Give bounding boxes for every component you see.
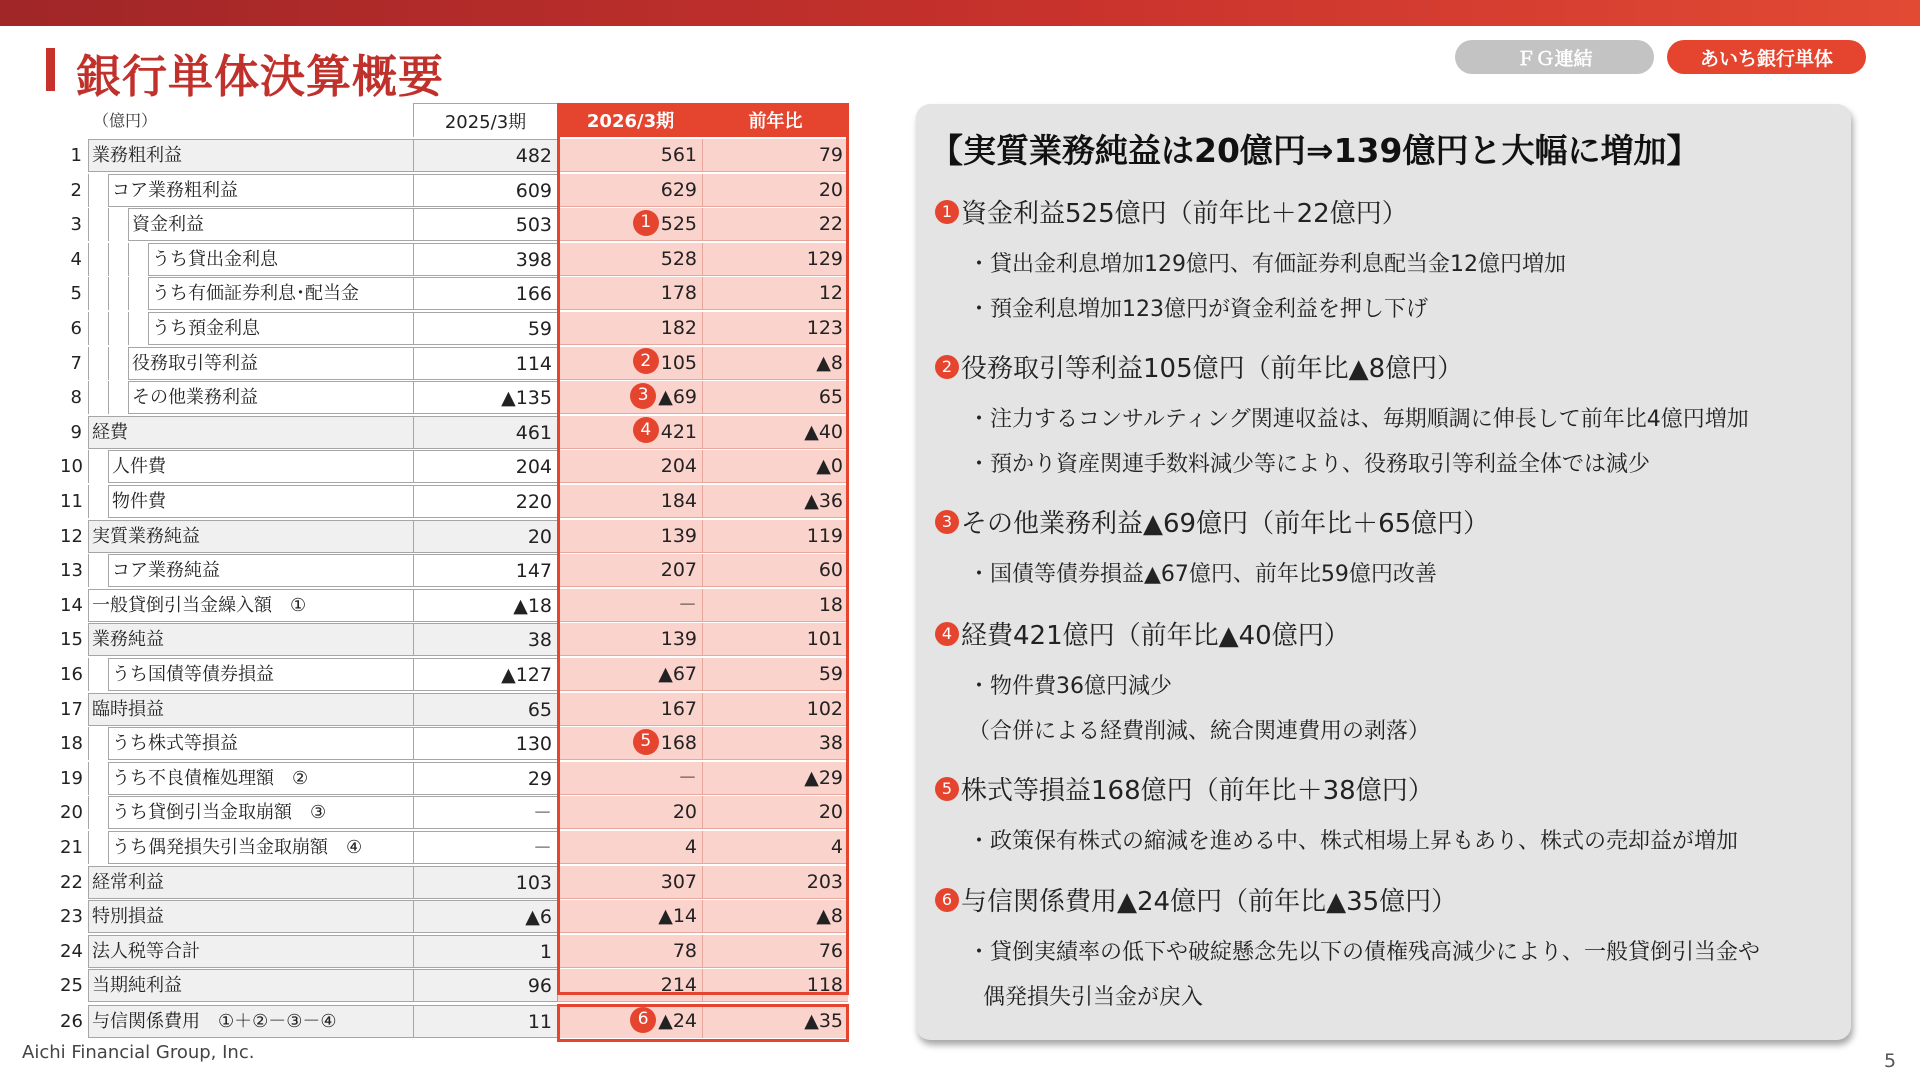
value-yoy: ▲8: [703, 900, 848, 933]
value-yoy: 38: [703, 727, 848, 760]
value-prev: 96: [413, 969, 558, 1002]
indent-guide: [88, 381, 89, 414]
table-row: [60, 589, 848, 622]
marker-circle: 3: [630, 383, 656, 409]
value-current: [558, 347, 703, 380]
value-current: [558, 796, 703, 829]
value-prev: 147: [413, 554, 558, 587]
value-prev: ▲18: [413, 589, 558, 622]
point-heading: [935, 615, 1350, 652]
value-yoy: 129: [703, 243, 848, 276]
point-detail: ・貸出金利息増加129億円、有価証券利息配当金12億円増加: [968, 252, 1566, 277]
value-yoy: 123: [703, 312, 848, 345]
point-detail: ・預金利息増加123億円が資金利益を押し下げ: [968, 297, 1428, 322]
value-current-text: 421: [660, 420, 697, 443]
value-prev: 114: [413, 347, 558, 380]
value-current-text: 207: [660, 559, 697, 582]
table-row: [60, 762, 848, 795]
indent-guide: [128, 277, 129, 310]
value-yoy: 102: [703, 693, 848, 726]
value-current: [558, 969, 703, 1002]
indent-guide: [108, 347, 109, 380]
indent-guide: [88, 831, 89, 864]
table-row: [60, 243, 848, 276]
table-row: [60, 139, 848, 172]
row-number: 2: [70, 179, 82, 201]
indent-guide: [88, 485, 89, 518]
row-number: 15: [60, 629, 83, 651]
value-current: [558, 935, 703, 968]
marker-circle: 6: [630, 1007, 656, 1033]
row-label: うち偶発損失引当金取崩額 ④: [108, 831, 413, 864]
point-heading: [935, 770, 1434, 807]
value-current: [558, 554, 703, 587]
value-yoy: 20: [703, 796, 848, 829]
value-current: [558, 208, 703, 241]
row-label: うち預金利息: [148, 312, 413, 345]
value-current-text: ▲67: [658, 663, 697, 685]
value-current-text: 184: [660, 490, 697, 512]
tab-aichi-bank[interactable]: あいち銀行単体: [1667, 40, 1866, 74]
value-prev: 398: [413, 243, 558, 276]
point-heading: [935, 348, 1463, 385]
value-current-text: 525: [660, 213, 697, 236]
value-prev: －: [413, 796, 558, 829]
value-current-text: 214: [660, 974, 697, 997]
point-heading: [935, 193, 1408, 230]
header-prev-period: 2025/3期: [413, 103, 558, 137]
row-number: 26: [60, 1011, 83, 1032]
value-yoy: 119: [703, 520, 848, 553]
top-accent-bar: [0, 0, 1920, 26]
table-row: [60, 208, 848, 241]
table-row: [60, 658, 848, 691]
indent-guide: [128, 312, 129, 345]
row-label: 役務取引等利益: [128, 347, 413, 380]
value-current: [558, 658, 703, 691]
row-number: 20: [60, 802, 83, 824]
row-number: 12: [60, 525, 83, 547]
indent-guide: [88, 208, 89, 241]
value-current: [558, 312, 703, 345]
indent-guide: [88, 312, 89, 345]
row-label: 経常利益: [88, 866, 413, 899]
marker-circle: 2: [935, 355, 959, 379]
point-heading-text: 与信関係費用▲24億円（前年比▲35億円）: [961, 887, 1458, 917]
value-current-text: －: [677, 593, 697, 616]
unit-label: （億円）: [93, 111, 158, 130]
table-row: [60, 969, 848, 1002]
tab-fg-consolidated[interactable]: ＦＧ連結: [1455, 40, 1654, 74]
value-prev: 204: [413, 450, 558, 483]
value-yoy: ▲0: [703, 450, 848, 483]
indent-guide: [108, 208, 109, 241]
table-row: [60, 623, 848, 656]
table-row: [60, 935, 848, 968]
value-prev: 38: [413, 623, 558, 656]
row-number: 3: [70, 214, 82, 236]
header-current-period: 2026/3期: [558, 103, 703, 137]
value-yoy: 203: [703, 866, 848, 899]
value-current-text: 629: [660, 178, 697, 201]
value-current: [558, 277, 703, 310]
indent-guide: [88, 347, 89, 380]
value-current: [558, 762, 703, 795]
row-label: うち有価証券利息･配当金: [148, 277, 413, 310]
table-row: [60, 1005, 848, 1038]
value-current-text: －: [677, 766, 697, 789]
table-row: [60, 693, 848, 726]
value-yoy: 22: [703, 208, 848, 241]
row-label: 物件費: [108, 485, 413, 518]
value-prev: 59: [413, 312, 558, 345]
title-marker: [46, 48, 55, 91]
value-current: [558, 727, 703, 760]
value-current-text: 561: [660, 144, 697, 166]
row-number: 7: [70, 352, 82, 374]
row-number: 17: [60, 698, 83, 720]
value-prev: ▲135: [413, 381, 558, 414]
row-number: 18: [60, 733, 83, 755]
indent-guide: [108, 381, 109, 414]
indent-guide: [88, 658, 89, 691]
table-row: [60, 900, 848, 933]
indent-guide: [88, 762, 89, 795]
point-heading-text: 株式等損益168億円（前年比＋38億円）: [961, 776, 1434, 806]
value-yoy: ▲35: [703, 1005, 848, 1038]
value-prev: 166: [413, 277, 558, 310]
indent-guide: [88, 243, 89, 276]
row-number: 6: [70, 318, 82, 339]
row-number: 13: [60, 560, 83, 582]
indent-guide: [108, 312, 109, 345]
table-row: [60, 520, 848, 553]
table-row: [60, 831, 848, 864]
marker-circle: 3: [935, 510, 959, 534]
row-number: 19: [60, 767, 83, 789]
table-row: [60, 277, 848, 310]
row-label: 当期純利益: [88, 969, 413, 1002]
indent-guide: [108, 277, 109, 310]
table-row: [60, 416, 848, 449]
table-row: [60, 381, 848, 414]
value-current-text: 139: [660, 628, 697, 651]
marker-circle: 1: [633, 210, 659, 236]
point-heading-text: その他業務利益▲69億円（前年比＋65億円）: [961, 509, 1490, 539]
value-prev: 20: [413, 520, 558, 553]
row-label: うち国債等債券損益: [108, 658, 413, 691]
value-current-text: ▲24: [658, 1010, 697, 1032]
value-current-text: 307: [660, 870, 697, 893]
table-row: [60, 450, 848, 483]
value-yoy: 76: [703, 935, 848, 968]
row-label: 資金利益: [128, 208, 413, 241]
value-current-text: 139: [660, 524, 697, 547]
value-yoy: 4: [703, 831, 848, 864]
value-current: [558, 381, 703, 414]
value-current: [558, 520, 703, 553]
point-heading-text: 役務取引等利益105億円（前年比▲8億円）: [961, 354, 1464, 384]
row-label: 一般貸倒引当金繰入額 ①: [88, 589, 413, 622]
value-prev: 482: [413, 139, 558, 172]
value-yoy: ▲29: [703, 762, 848, 795]
row-number: 9: [70, 421, 82, 443]
marker-circle: 1: [935, 200, 959, 224]
indent-guide: [88, 554, 89, 587]
row-label: 業務粗利益: [88, 139, 413, 172]
value-prev: 503: [413, 208, 558, 241]
value-prev: ▲6: [413, 900, 558, 933]
row-number: 14: [60, 594, 83, 616]
point-detail: ・国債等債券損益▲67億円、前年比59億円改善: [968, 562, 1437, 587]
value-current-text: ▲14: [658, 905, 697, 928]
value-prev: 461: [413, 416, 558, 449]
value-current-text: 528: [660, 247, 697, 270]
point-heading-text: 経費421億円（前年比▲40億円）: [961, 621, 1350, 651]
marker-circle: 5: [633, 729, 659, 755]
value-current-text: ▲69: [658, 386, 697, 409]
row-number: 4: [70, 248, 82, 270]
row-number: 16: [60, 664, 83, 685]
row-number: 5: [70, 283, 82, 305]
indent-guide: [88, 727, 89, 760]
table-row: [60, 174, 848, 207]
row-label: 業務純益: [88, 623, 413, 656]
value-prev: 29: [413, 762, 558, 795]
value-current-text: 78: [672, 939, 697, 962]
value-yoy: 118: [703, 969, 848, 1002]
row-label: その他業務利益: [128, 381, 413, 414]
value-prev: 609: [413, 174, 558, 207]
value-current-text: 182: [660, 317, 697, 339]
page-number: 5: [1884, 1050, 1897, 1072]
row-label: うち貸出金利息: [148, 243, 413, 276]
point-heading-text: 資金利益525億円（前年比＋22億円）: [961, 199, 1408, 229]
indent-guide: [128, 243, 129, 276]
value-current: [558, 243, 703, 276]
value-prev: ▲127: [413, 658, 558, 691]
value-yoy: 18: [703, 589, 848, 622]
indent-guide: [88, 277, 89, 310]
value-prev: 220: [413, 485, 558, 518]
value-prev: 11: [413, 1005, 558, 1038]
value-current: [558, 485, 703, 518]
row-label: 経費: [88, 416, 413, 449]
value-yoy: 59: [703, 658, 848, 691]
value-yoy: ▲8: [703, 347, 848, 380]
table-row: [60, 796, 848, 829]
table-row: [60, 554, 848, 587]
value-current: [558, 589, 703, 622]
value-prev: 1: [413, 935, 558, 968]
value-prev: －: [413, 831, 558, 864]
table-row: [60, 485, 848, 518]
point-detail: ・預かり資産関連手数料減少等により、役務取引等利益全体では減少: [968, 452, 1651, 477]
row-label: コア業務粗利益: [108, 174, 413, 207]
row-label: うち不良債権処理額 ②: [108, 762, 413, 795]
value-current-text: 204: [660, 455, 697, 478]
row-label: うち貸倒引当金取崩額 ③: [108, 796, 413, 829]
value-current: [558, 139, 703, 172]
point-detail: （合併による経費削減、統合関連費用の剥落）: [968, 719, 1431, 744]
row-number: 23: [60, 906, 83, 928]
value-current: [558, 900, 703, 933]
row-label: 法人税等合計: [88, 935, 413, 968]
value-prev: 130: [413, 727, 558, 760]
point-detail: 偶発損失引当金が戻入: [983, 985, 1204, 1010]
value-yoy: 101: [703, 623, 848, 656]
indent-guide: [108, 243, 109, 276]
value-current: [558, 174, 703, 207]
value-current-text: 167: [660, 697, 697, 720]
value-yoy: ▲40: [703, 416, 848, 449]
value-yoy: 79: [703, 139, 848, 172]
value-current-text: 105: [660, 351, 697, 374]
row-number: 25: [60, 975, 83, 997]
value-yoy: 20: [703, 174, 848, 207]
page-title: 銀行単体決算概要: [76, 50, 445, 103]
panel-title: 【実質業務純益は20億円⇒139億円と大幅に増加】: [930, 131, 1700, 170]
value-current-text: 178: [660, 282, 697, 305]
value-current: [558, 450, 703, 483]
value-yoy: 60: [703, 554, 848, 587]
row-label: 特別損益: [88, 900, 413, 933]
value-current: [558, 416, 703, 449]
indent-guide: [88, 450, 89, 483]
indent-guide: [88, 796, 89, 829]
row-number: 24: [60, 940, 83, 962]
row-number: 8: [70, 387, 82, 409]
value-current: [558, 831, 703, 864]
row-number: 10: [60, 456, 83, 478]
table-row: [60, 312, 848, 345]
row-number: 1: [70, 145, 82, 166]
value-yoy: ▲36: [703, 485, 848, 518]
marker-circle: 2: [633, 348, 659, 374]
indent-guide: [88, 174, 89, 207]
row-number: 22: [60, 871, 83, 893]
point-detail: ・物件費36億円減少: [968, 674, 1172, 699]
value-prev: 103: [413, 866, 558, 899]
marker-circle: 6: [935, 888, 959, 912]
row-number: 11: [60, 491, 83, 512]
value-current-text: 168: [660, 732, 697, 755]
point-detail: ・貸倒実績率の低下や破綻懸念先以下の債権残高減少により、一般貸倒引当金や: [968, 940, 1761, 965]
row-label: コア業務純益: [108, 554, 413, 587]
header-yoy: 前年比: [703, 103, 848, 137]
point-heading: [935, 881, 1457, 918]
marker-circle: 4: [633, 417, 659, 443]
value-current: [558, 623, 703, 656]
row-label: 臨時損益: [88, 693, 413, 726]
value-current-text: 4: [684, 836, 697, 858]
value-current: [558, 1005, 703, 1038]
value-current: [558, 866, 703, 899]
value-yoy: 65: [703, 381, 848, 414]
table-row: [60, 347, 848, 380]
point-heading: [935, 503, 1489, 540]
row-number: 21: [60, 837, 83, 858]
row-label: うち株式等損益: [108, 727, 413, 760]
value-yoy: 12: [703, 277, 848, 310]
table-row: [60, 727, 848, 760]
row-label: 与信関係費用 ①＋②－③－④: [88, 1005, 413, 1038]
value-prev: 65: [413, 693, 558, 726]
row-label: 人件費: [108, 450, 413, 483]
value-current-text: 20: [672, 801, 697, 824]
table-row: [60, 866, 848, 899]
point-detail: ・注力するコンサルティング関連収益は、毎期順調に伸長して前年比4億円増加: [968, 407, 1749, 432]
value-current: [558, 693, 703, 726]
marker-circle: 4: [935, 622, 959, 646]
marker-circle: 5: [935, 777, 959, 801]
row-label: 実質業務純益: [88, 520, 413, 553]
point-detail: ・政策保有株式の縮減を進める中、株式相場上昇もあり、株式の売却益が増加: [968, 829, 1739, 854]
footer-company: Aichi Financial Group, Inc.: [22, 1042, 255, 1063]
